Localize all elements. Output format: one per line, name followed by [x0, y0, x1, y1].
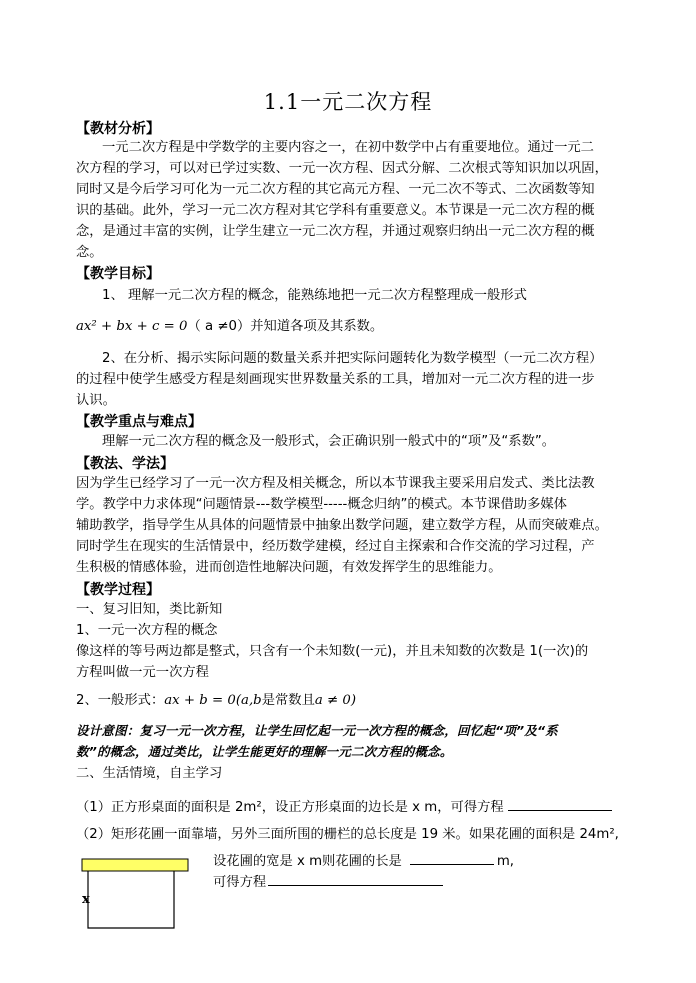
question-2-line: （2）矩形花圃一面靠墙，另外三面所围的栅栏的总长度是 19 米。如果花圃的面积是 24m²,	[76, 827, 619, 842]
wall-shape	[82, 859, 188, 871]
general-form-formula: ax² + bx + c = 0	[76, 319, 188, 334]
question-2-text: 设花圃的宽是 x m则花圃的长是	[213, 854, 402, 869]
answer-blank[interactable]	[268, 872, 443, 886]
garden-diagram	[80, 856, 200, 936]
question-1	[76, 797, 612, 817]
analysis-line: 同时又是今后学习可化为一元二次方程的其它高元方程、一元二次不等式、二次函数等知	[76, 182, 595, 197]
goal-1-text: 1、 理解一元二次方程的概念，能熟练地把一元二次方程整理成一般形式	[102, 288, 527, 303]
item-2-line	[76, 692, 356, 710]
keypoints-text: 理解一元二次方程的概念及一般形式，会正确识别一般式中的“项”及“系数”。	[102, 434, 556, 449]
goal-1-condition: （ a ≠0）并知道各项及其系数。	[187, 319, 384, 334]
answer-blank[interactable]	[508, 797, 612, 811]
item-1-text: 像这样的等号两边都是整式，只含有一个未知数(一元)，并且未知数的次数是 1(一次)的	[76, 644, 589, 659]
question-2-line	[213, 851, 514, 871]
fence-shape	[88, 871, 174, 928]
item-1-text: 方程叫做一元一次方程	[76, 665, 209, 680]
analysis-line: 次方程的学习，可以对已学过实数、一元一次方程、因式分解、二次根式等知识加以巩固，	[76, 161, 608, 176]
part-2-heading: 二、生活情境，自主学习	[76, 766, 223, 781]
question-1-text: （1）正方形桌面的面积是 2m²，设正方形桌面的边长是 x m，可得方程	[76, 800, 504, 815]
linear-form-formula: ax + b = 0(a,b	[164, 693, 262, 708]
goal-2-line: 的过程中使学生感受方程是刻画现实世界数量关系的工具，增加对一元二次方程的进一步	[76, 372, 595, 387]
part-1-heading: 一、复习旧知，类比新知	[76, 602, 223, 617]
question-2-unit: m,	[496, 854, 515, 869]
question-2-line	[213, 872, 443, 892]
methods-line: 辅助教学，指导学生从具体的问题情景中抽象出数学问题，建立数学方程，从而突破难点。	[76, 518, 608, 533]
page-title: 1.1一元二次方程	[263, 90, 433, 114]
item-1-heading: 1、一元一次方程的概念	[76, 623, 218, 638]
keypoints-heading: 【教学重点与难点】	[76, 414, 202, 430]
goals-heading: 【教学目标】	[76, 266, 160, 282]
goal-1-formula-line	[76, 318, 383, 336]
design-intent-line: 数”的概念，通过类比，让学生能更好的理解一元二次方程的概念。	[76, 744, 453, 759]
goal-2-line: 2、在分析、揭示实际问题的数量关系并把实际问题转化为数学模型（一元二次方程）	[102, 351, 603, 366]
item-2-mid: 是常数且	[261, 693, 315, 708]
methods-line: 因为学生已经学习了一元一次方程及相关概念，所以本节课我主要采用启发式、类比法教	[76, 476, 595, 491]
linear-form-condition: a ≠ 0)	[314, 693, 357, 708]
methods-line: 生积极的情感体验，进而创造性地解决问题，有效发挥学生的思维能力。	[76, 560, 502, 575]
answer-blank[interactable]	[410, 851, 494, 865]
analysis-line: 识的基础。此外，学习一元二次方程对其它学科有重要意义。本节课是一元二次方程的概	[76, 203, 595, 218]
methods-line: 学。教学中力求体现“问题情景---数学模型-----概念归纳”的模式。本节课借助多媒体	[76, 497, 567, 512]
analysis-line: 一元二次方程是中学数学的主要内容之一，在初中数学中占有重要地位。通过一元二	[102, 140, 594, 155]
process-heading: 【教学过程】	[76, 582, 160, 598]
width-label: x	[82, 892, 90, 907]
item-2-label: 2、一般形式：	[76, 693, 165, 708]
analysis-line: 念。	[76, 245, 103, 260]
design-intent-line: 设计意图：复习一元一次方程，让学生回忆起一元一次方程的概念，回忆起“项”及“系	[76, 723, 558, 738]
analysis-heading: 【教材分析】	[76, 121, 160, 137]
methods-heading: 【教法、学法】	[76, 456, 174, 472]
analysis-line: 念，是通过丰富的实例，让学生建立一元二次方程，并通过观察归纳出一元二次方程的概	[76, 224, 595, 239]
methods-line: 同时学生在现实的生活情景中，经历数学建模，经过自主探索和合作交流的学习过程，产	[76, 539, 595, 554]
question-2-equation-label: 可得方程	[213, 875, 267, 890]
goal-2-line: 认识。	[76, 393, 116, 408]
